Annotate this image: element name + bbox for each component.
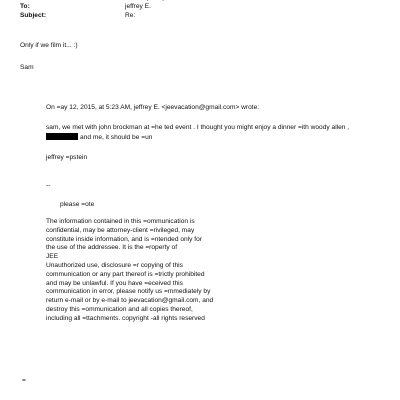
quoted-separator: -- [46, 182, 51, 189]
disclaimer-line: Unauthorized use, disclosure =r copying of this [46, 261, 183, 269]
disclaimer-line: including all =ttachments. copyright -all rights reserved [46, 314, 205, 322]
please-note: please =ote [60, 201, 95, 208]
disclaimer-line: constitute inside information, and is =ntended only for [46, 235, 202, 243]
quoted-line-1: sam, we met with john brockman at =he ted event . I thought you might enjoy a dinner =ith woody allen , [46, 124, 350, 131]
trailer-mark: = [22, 377, 26, 384]
quoted-sender-name: jeffrey =pstein [46, 154, 88, 161]
subject-row [20, 12, 380, 21]
reply-body: Only if we film it... :) [20, 42, 78, 49]
disclaimer-line: destroy this =ommunication and all copies thereof, [46, 305, 193, 313]
to-label: To: [20, 3, 30, 10]
to-row [20, 3, 380, 12]
subject-label: Subject: [20, 12, 47, 19]
disclaimer-line: The information contained in this =ommunication is [46, 218, 195, 225]
disclaimer-line: JEE [46, 253, 59, 261]
disclaimer-line: and may be unlawful. If you have =eceived this [46, 279, 183, 287]
disclaimer-line: the use of the addressee. It is the =roperty of [46, 244, 178, 252]
disclaimer [46, 218, 326, 324]
disclaimer-line: communication or any part thereof is =trictly prohibited [46, 270, 205, 278]
quoted-attribution: On =ay 12, 2015, at 5:23 AM, jeffrey E. <jeevacation@gmail.com> wrote: [46, 104, 260, 111]
to-value: jeffrey E. [125, 3, 151, 10]
subject-value: Re: [125, 12, 136, 19]
disclaimer-line: communication in error, please notify us =mmediately by [46, 288, 211, 296]
quoted-line-2 [46, 133, 400, 143]
redaction-box [46, 133, 78, 140]
reply-signature: Sam [20, 64, 34, 71]
disclaimer-line: confidential, may be attorney-client =rivileged, may [46, 226, 195, 234]
email-header [20, 0, 380, 21]
quoted-line-2-text: and me, it should be =un [80, 134, 153, 141]
disclaimer-line: return e-mail or by e-mail to jeevacation@gmail.com, and [46, 297, 214, 305]
